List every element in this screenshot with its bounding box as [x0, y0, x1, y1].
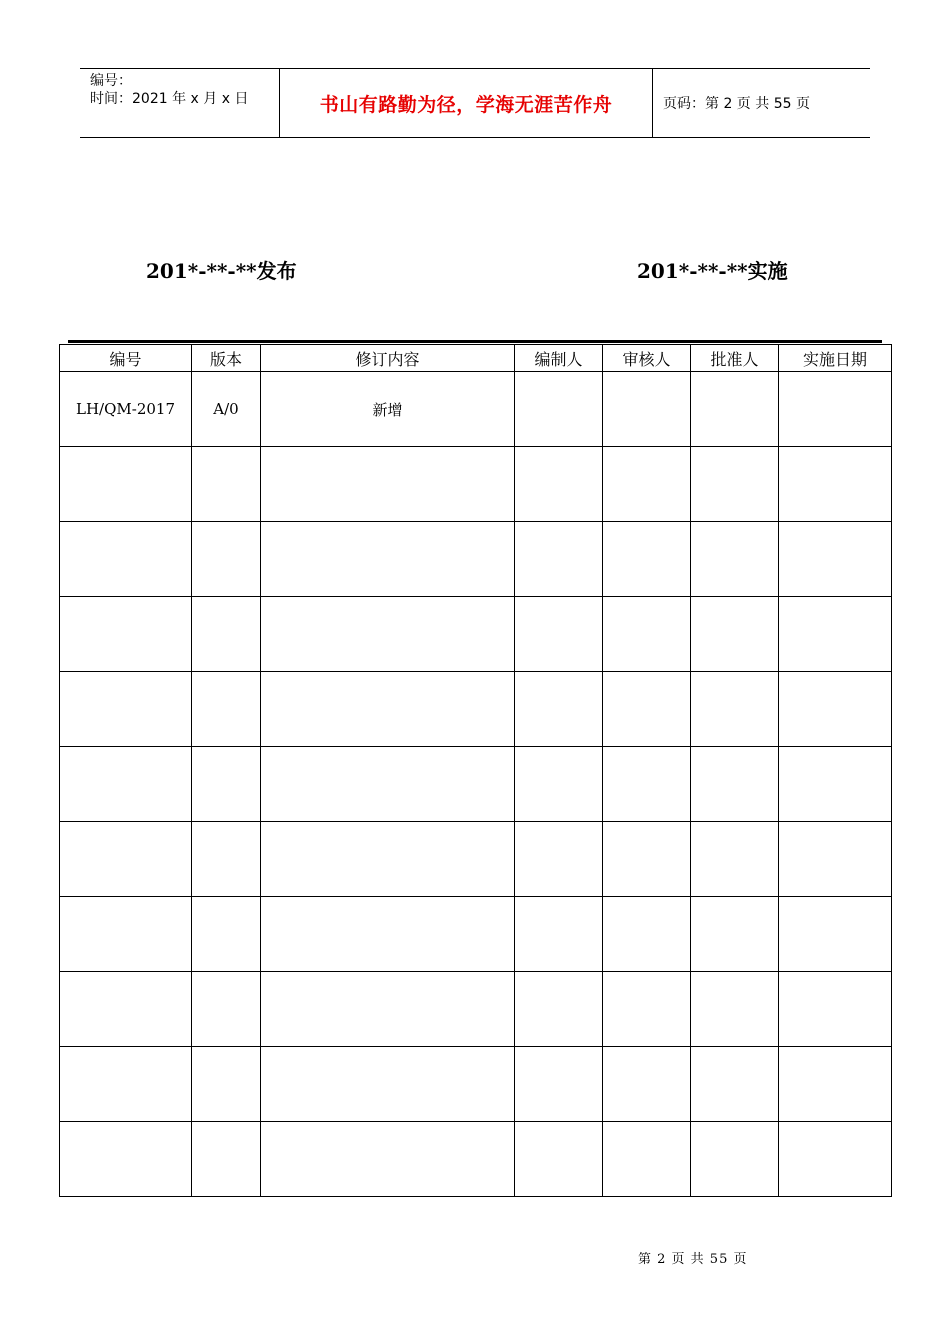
cell-reviewer: [603, 672, 691, 747]
cell-author: [515, 897, 603, 972]
cell-effective-date: [779, 372, 892, 447]
revision-table: [59, 344, 892, 1197]
cell-effective-date: [779, 1047, 892, 1122]
table-row: [60, 672, 892, 747]
cell-effective-date: [779, 747, 892, 822]
cell-number: [60, 522, 192, 597]
cell-reviewer: [603, 1122, 691, 1197]
col-header-author: 编制人: [515, 345, 603, 372]
cell-author: [515, 972, 603, 1047]
cell-author: [515, 522, 603, 597]
table-row: [60, 972, 892, 1047]
cell-version: A/0: [192, 372, 261, 447]
cell-version: [192, 597, 261, 672]
cell-version: [192, 897, 261, 972]
cell-approver: [691, 972, 779, 1047]
cell-approver: [691, 822, 779, 897]
cell-author: [515, 597, 603, 672]
table-row: [60, 747, 892, 822]
cell-number: LH/QM-2017: [60, 372, 192, 447]
table-row: [60, 597, 892, 672]
col-header-version: 版本: [192, 345, 261, 372]
cell-reviewer: [603, 822, 691, 897]
cell-revision: 新增: [261, 372, 515, 447]
cell-author: [515, 1122, 603, 1197]
cell-approver: [691, 597, 779, 672]
cell-author: [515, 1047, 603, 1122]
col-header-reviewer: 审核人: [603, 345, 691, 372]
cell-number: [60, 747, 192, 822]
cell-reviewer: [603, 747, 691, 822]
cell-approver: [691, 522, 779, 597]
cell-reviewer: [603, 522, 691, 597]
cell-revision: [261, 672, 515, 747]
cell-effective-date: [779, 447, 892, 522]
header-motto: 书山有路勤为径，学海无涯苦作舟: [280, 69, 653, 137]
cell-revision: [261, 897, 515, 972]
cell-version: [192, 1047, 261, 1122]
cell-number: [60, 1122, 192, 1197]
cell-author: [515, 672, 603, 747]
table-row: [60, 1122, 892, 1197]
cell-reviewer: [603, 897, 691, 972]
table-row: [60, 1047, 892, 1122]
cell-number: [60, 822, 192, 897]
cell-version: [192, 972, 261, 1047]
divider-rule: [68, 340, 882, 343]
table-header-row: [60, 345, 892, 372]
table-row: [60, 447, 892, 522]
table-body: [60, 372, 892, 1197]
cell-revision: [261, 522, 515, 597]
publish-date: 201*-**-**发布: [146, 259, 297, 283]
cell-version: [192, 447, 261, 522]
cell-author: [515, 822, 603, 897]
doc-number-label: 编号：: [90, 73, 132, 89]
cell-reviewer: [603, 597, 691, 672]
cell-number: [60, 672, 192, 747]
cell-author: [515, 747, 603, 822]
header-meta: [80, 69, 280, 137]
cell-reviewer: [603, 372, 691, 447]
page-footer: 第 2 页 共 55 页: [638, 1252, 748, 1267]
effective-date: 201*-**-**实施: [637, 259, 788, 283]
time-label: 时间：2021 年 x 月 x 日: [90, 91, 249, 107]
cell-approver: [691, 1047, 779, 1122]
table-row: [60, 897, 892, 972]
cell-effective-date: [779, 522, 892, 597]
cell-approver: [691, 897, 779, 972]
cell-revision: [261, 822, 515, 897]
cell-approver: [691, 447, 779, 522]
cell-author: [515, 447, 603, 522]
page-header: [80, 68, 870, 138]
table-row: [60, 822, 892, 897]
cell-effective-date: [779, 597, 892, 672]
cell-effective-date: [779, 1122, 892, 1197]
cell-number: [60, 597, 192, 672]
cell-version: [192, 672, 261, 747]
cell-revision: [261, 972, 515, 1047]
col-header-revision: 修订内容: [261, 345, 515, 372]
cell-revision: [261, 447, 515, 522]
col-header-number: 编号: [60, 345, 192, 372]
cell-author: [515, 372, 603, 447]
cell-reviewer: [603, 447, 691, 522]
cell-number: [60, 897, 192, 972]
cell-effective-date: [779, 672, 892, 747]
cell-revision: [261, 747, 515, 822]
cell-version: [192, 522, 261, 597]
col-header-approver: 批准人: [691, 345, 779, 372]
cell-version: [192, 1122, 261, 1197]
cell-number: [60, 972, 192, 1047]
table-row: [60, 522, 892, 597]
cell-number: [60, 447, 192, 522]
cell-number: [60, 1047, 192, 1122]
cell-effective-date: [779, 897, 892, 972]
cell-approver: [691, 1122, 779, 1197]
cell-effective-date: [779, 972, 892, 1047]
cell-approver: [691, 372, 779, 447]
table-row: [60, 372, 892, 447]
cell-approver: [691, 747, 779, 822]
cell-reviewer: [603, 1047, 691, 1122]
col-header-effective-date: 实施日期: [779, 345, 892, 372]
cell-revision: [261, 1047, 515, 1122]
cell-version: [192, 747, 261, 822]
header-page-info: 页码：第 2 页 共 55 页: [663, 96, 810, 112]
cell-version: [192, 822, 261, 897]
cell-reviewer: [603, 972, 691, 1047]
cell-effective-date: [779, 822, 892, 897]
cell-revision: [261, 597, 515, 672]
cell-revision: [261, 1122, 515, 1197]
cell-approver: [691, 672, 779, 747]
